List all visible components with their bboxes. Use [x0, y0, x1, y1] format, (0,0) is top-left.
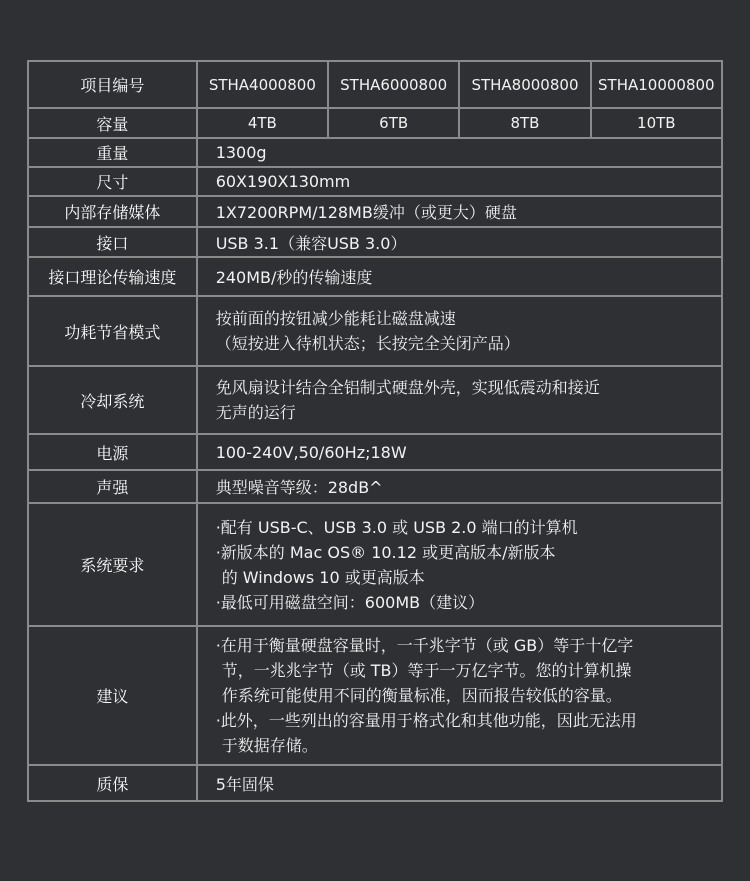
model-cell: STHA10000800: [591, 61, 722, 108]
table-row-media: [28, 196, 722, 227]
table-row-power-saving: [28, 296, 722, 366]
row-label-interface: 接口: [28, 227, 197, 257]
speed-value: 240MB/秒的传输速度: [197, 257, 722, 296]
model-cell: STHA8000800: [459, 61, 590, 108]
advice-value: [197, 626, 722, 765]
warranty-value: 5年固保: [197, 765, 722, 801]
interface-value: USB 3.1（兼容USB 3.0）: [197, 227, 722, 257]
list-item: ·此外，一些列出的容量用于格式化和其他功能，因此无法用: [215, 711, 637, 730]
table-row-requirements: [28, 503, 722, 626]
list-item-continuation: 于数据存储。: [221, 736, 318, 755]
row-label-model: 项目编号: [28, 61, 197, 108]
list-item-continuation: 节，一兆兆字节（或 TB）等于一万亿字节。您的计算机操: [221, 661, 632, 680]
capacity-cell: 8TB: [459, 108, 590, 138]
weight-value: 1300g: [197, 138, 722, 167]
list-item: ·新版本的 Mac OS® 10.12 或更高版本/新版本: [215, 542, 556, 562]
list-item: ·在用于衡量硬盘容量时，一千兆字节（或 GB）等于十亿字: [215, 636, 634, 655]
table-row-cooling: [28, 366, 722, 434]
table-row-weight: [28, 138, 722, 167]
power-value: 100-240V,50/60Hz;18W: [197, 434, 722, 470]
table-row-interface: [28, 227, 722, 257]
model-cell: STHA6000800: [328, 61, 459, 108]
table-row-power: [28, 434, 722, 470]
table-row-warranty: [28, 765, 722, 801]
text-line: （短按进入待机状态；长按完全关闭产品）: [215, 334, 520, 353]
row-label-power: 电源: [28, 434, 197, 470]
requirements-value: [197, 503, 722, 626]
table-row-capacity: [28, 108, 722, 138]
size-value: 60X190X130mm: [197, 167, 722, 196]
row-label-speed: 接口理论传输速度: [28, 257, 197, 296]
media-value: 1X7200RPM/128MB缓冲（或更大）硬盘: [197, 196, 722, 227]
row-label-power-saving: 功耗节省模式: [28, 296, 197, 366]
cooling-value: [197, 366, 722, 434]
list-item: ·配有 USB-C、USB 3.0 或 USB 2.0 端口的计算机: [215, 517, 578, 537]
row-label-advice: 建议: [28, 626, 197, 765]
row-label-noise: 声强: [28, 470, 197, 503]
row-label-capacity: 容量: [28, 108, 197, 138]
spec-table: [27, 60, 723, 802]
row-label-requirements: 系统要求: [28, 503, 197, 626]
text-line: 按前面的按钮减少能耗让磁盘减速: [215, 309, 456, 328]
model-cell: STHA4000800: [197, 61, 328, 108]
row-label-warranty: 质保: [28, 765, 197, 801]
table-row-advice: [28, 626, 722, 765]
row-label-weight: 重量: [28, 138, 197, 167]
capacity-cell: 10TB: [591, 108, 722, 138]
power-saving-value: [197, 296, 722, 366]
noise-value: 典型噪音等级：28dB^: [197, 470, 722, 503]
list-item-continuation: 的 Windows 10 或更高版本: [221, 567, 425, 587]
capacity-cell: 4TB: [197, 108, 328, 138]
row-label-cooling: 冷却系统: [28, 366, 197, 434]
text-line: 免风扇设计结合全铝制式硬盘外壳，实现低震动和接近: [215, 378, 600, 397]
row-label-media: 内部存储媒体: [28, 196, 197, 227]
table-row-size: [28, 167, 722, 196]
capacity-cell: 6TB: [328, 108, 459, 138]
list-item: ·最低可用磁盘空间：600MB（建议）: [215, 592, 485, 612]
table-row-model: [28, 61, 722, 108]
row-label-size: 尺寸: [28, 167, 197, 196]
table-row-speed: [28, 257, 722, 296]
text-line: 无声的运行: [215, 403, 296, 422]
list-item-continuation: 作系统可能使用不同的衡量标准，因而报告较低的容量。: [221, 686, 622, 705]
table-row-noise: [28, 470, 722, 503]
